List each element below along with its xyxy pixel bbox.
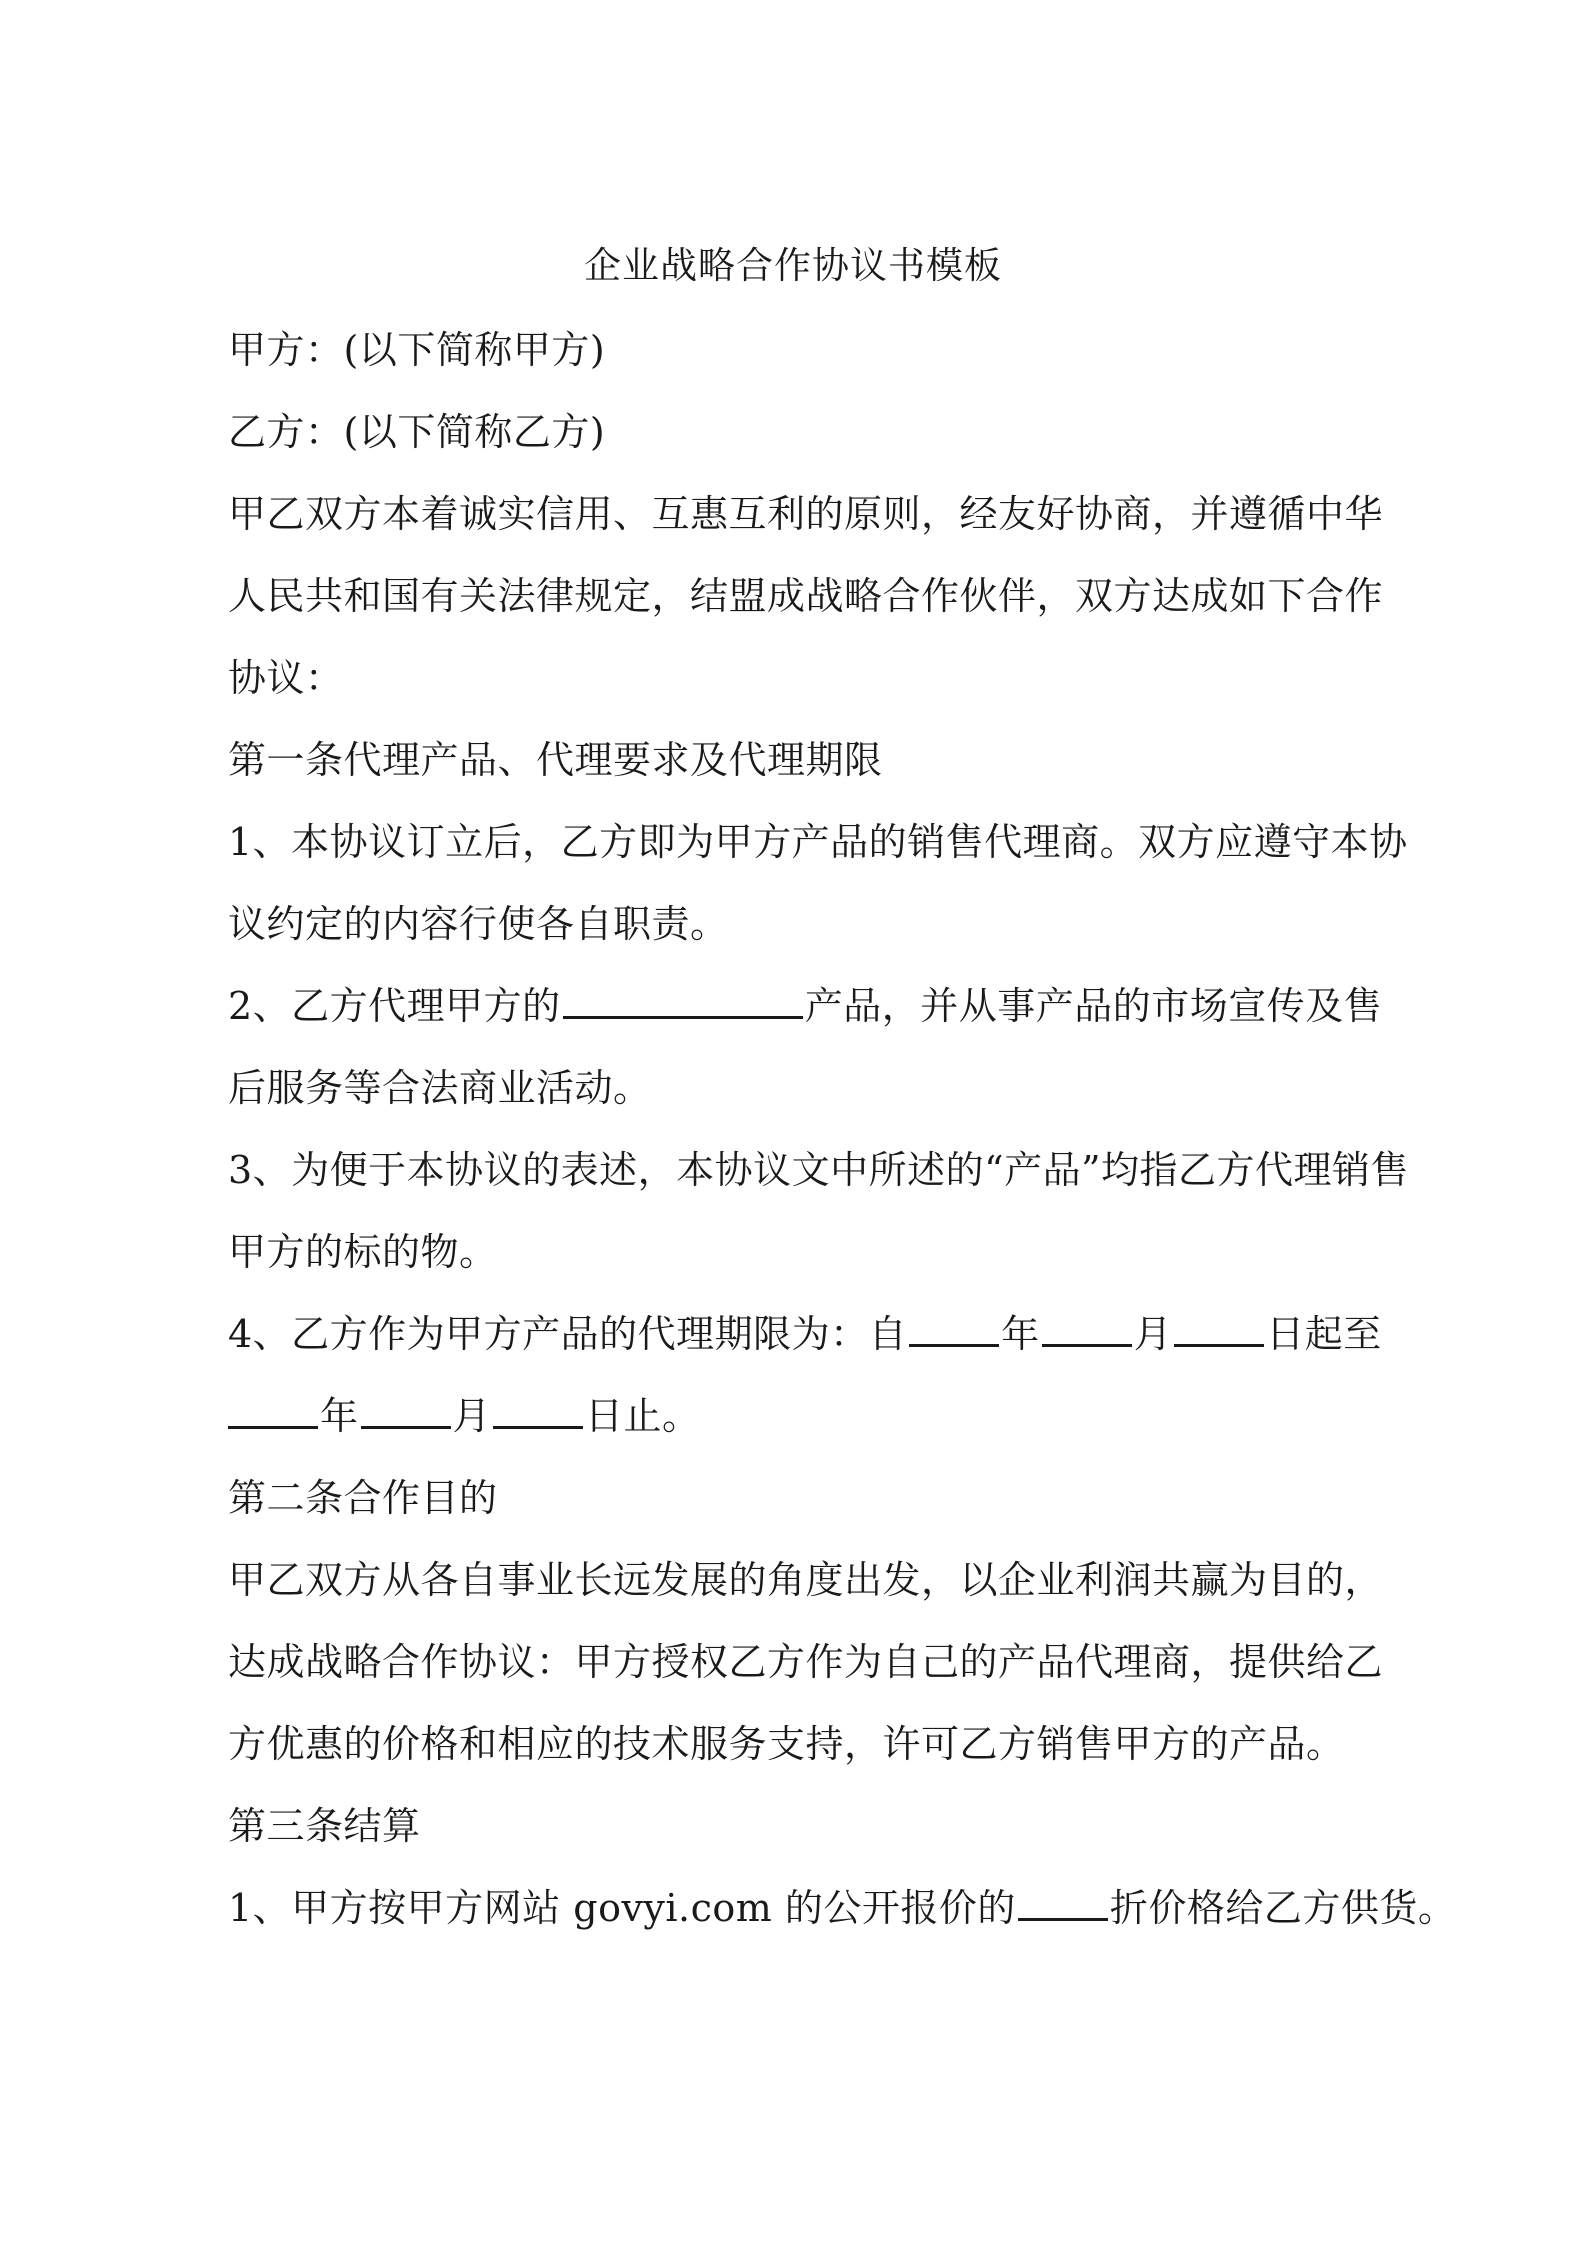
party-b-line: 乙方：(以下简称乙方): [228, 410, 606, 454]
preamble-line-2: 人民共和国有关法律规定，结盟成战略合作伙伴，双方达成如下合作: [228, 574, 1384, 618]
end-year-blank: [228, 1386, 318, 1429]
start-day-label: 日起至: [1266, 1312, 1382, 1356]
article1-item3-line-2: 甲方的标的物。: [228, 1230, 498, 1274]
end-month-blank: [361, 1386, 451, 1429]
preamble-line-3: 协议：: [228, 656, 344, 700]
article3-item1-before: 1、甲方按甲方网站 govyi.com 的公开报价的: [228, 1886, 1016, 1930]
start-month-label: 月: [1133, 1312, 1173, 1356]
article1-item4-line-1: [228, 1304, 1382, 1364]
article2-line-1: 甲乙双方从各自事业长远发展的角度出发，以企业利润共赢为目的，: [228, 1558, 1384, 1602]
end-day-blank: [493, 1386, 583, 1429]
start-month-blank: [1042, 1304, 1132, 1347]
article1-item3-line-1: 3、为便于本协议的表述，本协议文中所述的“产品”均指乙方代理销售: [228, 1148, 1410, 1192]
product-name-blank: [563, 976, 803, 1019]
preamble-line-1: 甲乙双方本着诚实信用、互惠互利的原则，经友好协商，并遵循中华: [228, 492, 1384, 536]
article1-item2-line-2: 后服务等合法商业活动。: [228, 1066, 652, 1110]
item2-text-after: 产品，并从事产品的市场宣传及售: [804, 984, 1383, 1028]
party-a-line: 甲方：(以下简称甲方): [228, 328, 606, 372]
article1-item1-line-2: 议约定的内容行使各自职责。: [228, 902, 729, 946]
end-year-label: 年: [320, 1394, 359, 1438]
article1-item2-line-1: [228, 976, 1383, 1036]
article3-item1-line: [228, 1878, 1457, 1938]
item2-text-before: 2、乙方代理甲方的: [228, 984, 561, 1028]
document-title: 企业战略合作协议书模板: [584, 244, 1002, 287]
discount-blank: [1018, 1878, 1108, 1921]
article2-line-2: 达成战略合作协议：甲方授权乙方作为自己的产品代理商，提供给乙: [228, 1640, 1384, 1684]
end-day-label: 日止。: [585, 1394, 701, 1438]
end-month-label: 月: [452, 1394, 492, 1438]
article1-item1-line-1: 1、本协议订立后，乙方即为甲方产品的销售代理商。双方应遵守本协: [228, 820, 1408, 864]
article2-heading: 第二条合作目的: [228, 1476, 498, 1520]
article3-heading: 第三条结算: [228, 1804, 421, 1848]
start-day-blank: [1174, 1304, 1264, 1347]
start-year-blank: [909, 1304, 999, 1347]
article3-item1-after: 折价格给乙方供货。: [1109, 1886, 1457, 1930]
article1-item4-line-2: [228, 1386, 1358, 1446]
article2-line-3: 方优惠的价格和相应的技术服务支持，许可乙方销售甲方的产品。: [228, 1722, 1345, 1766]
item4-text-before: 4、乙方作为甲方产品的代理期限为：自: [228, 1312, 908, 1356]
article1-heading: 第一条代理产品、代理要求及代理期限: [228, 738, 883, 782]
start-year-label: 年: [1001, 1312, 1040, 1356]
